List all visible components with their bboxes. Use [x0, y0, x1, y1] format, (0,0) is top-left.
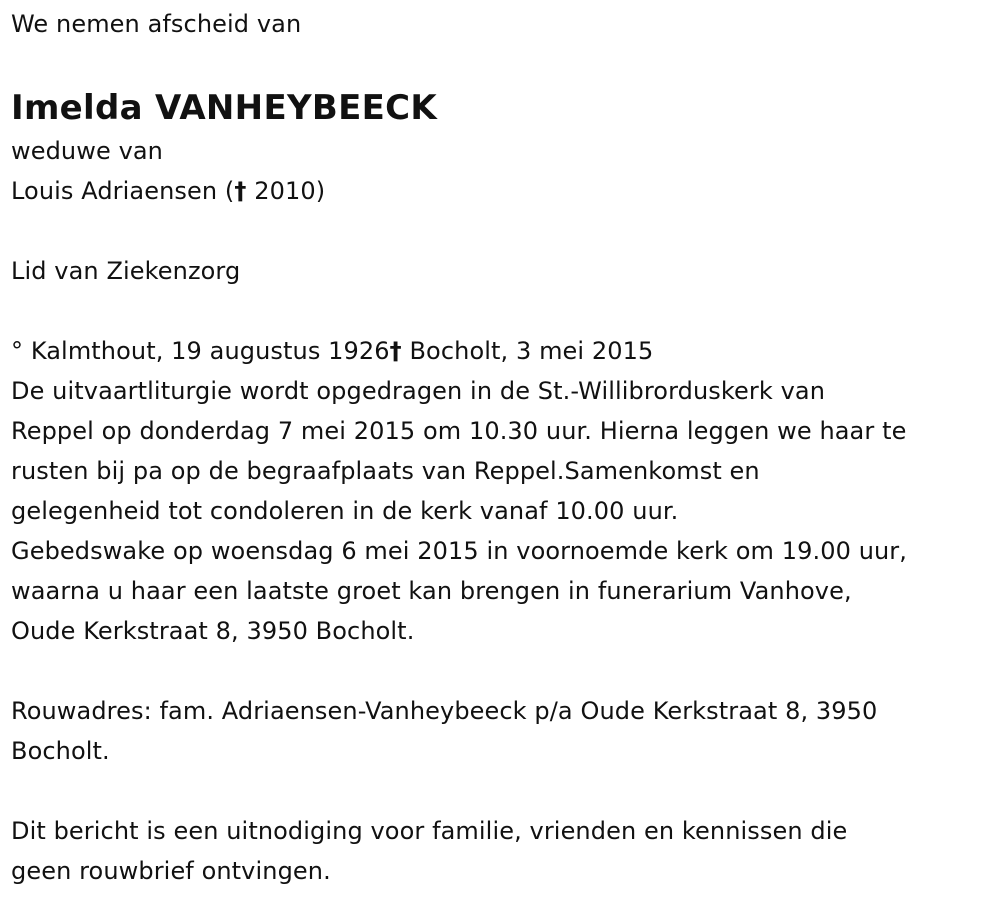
birth-info: ° Kalmthout, 19 augustus 1926 [11, 337, 390, 365]
paragraph-line: Gebedswake op woensdag 6 mei 2015 in voornoemde kerk om 19.00 uur, [11, 537, 908, 565]
paragraph-line: Bocholt. [11, 737, 110, 765]
spouse-death-year: 2010) [246, 177, 326, 205]
cross-icon: † [389, 337, 402, 365]
cross-icon: † [234, 177, 247, 205]
spouse-line [11, 171, 996, 211]
intro-text: We nemen afscheid van [11, 10, 302, 38]
deceased-name: Imelda VANHEYBEECK [11, 88, 438, 128]
widow-label: weduwe van [11, 137, 163, 165]
paragraph-line: Dit bericht is een uitnodiging voor familie, vrienden en kennissen die [11, 817, 848, 845]
dates-line [11, 331, 996, 371]
paragraph-line: Rouwadres: fam. Adriaensen-Vanheybeeck p/a Oude Kerkstraat 8, 3950 [11, 697, 878, 725]
paragraph-line: Oude Kerkstraat 8, 3950 Bocholt. [11, 617, 415, 645]
membership-text: Lid van Ziekenzorg [11, 257, 241, 285]
address-paragraph [11, 691, 996, 771]
paragraph-line: Reppel op donderdag 7 mei 2015 om 10.30 uur. Hierna leggen we haar te [11, 417, 907, 445]
spouse-name: Louis Adriaensen ( [11, 177, 235, 205]
service-paragraph [11, 371, 996, 651]
paragraph-line: De uitvaartliturgie wordt opgedragen in de St.-Willibrorduskerk van [11, 377, 826, 405]
death-info: Bocholt, 3 mei 2015 [401, 337, 654, 365]
paragraph-line: waarna u haar een laatste groet kan brengen in funerarium Vanhove, [11, 577, 852, 605]
notice-paragraph [11, 811, 996, 891]
paragraph-line: rusten bij pa op de begraafplaats van Reppel.Samenkomst en [11, 457, 760, 485]
paragraph-line: geen rouwbrief ontvingen. [11, 857, 331, 885]
paragraph-line: gelegenheid tot condoleren in de kerk vanaf 10.00 uur. [11, 497, 679, 525]
death-notice [11, 0, 996, 891]
